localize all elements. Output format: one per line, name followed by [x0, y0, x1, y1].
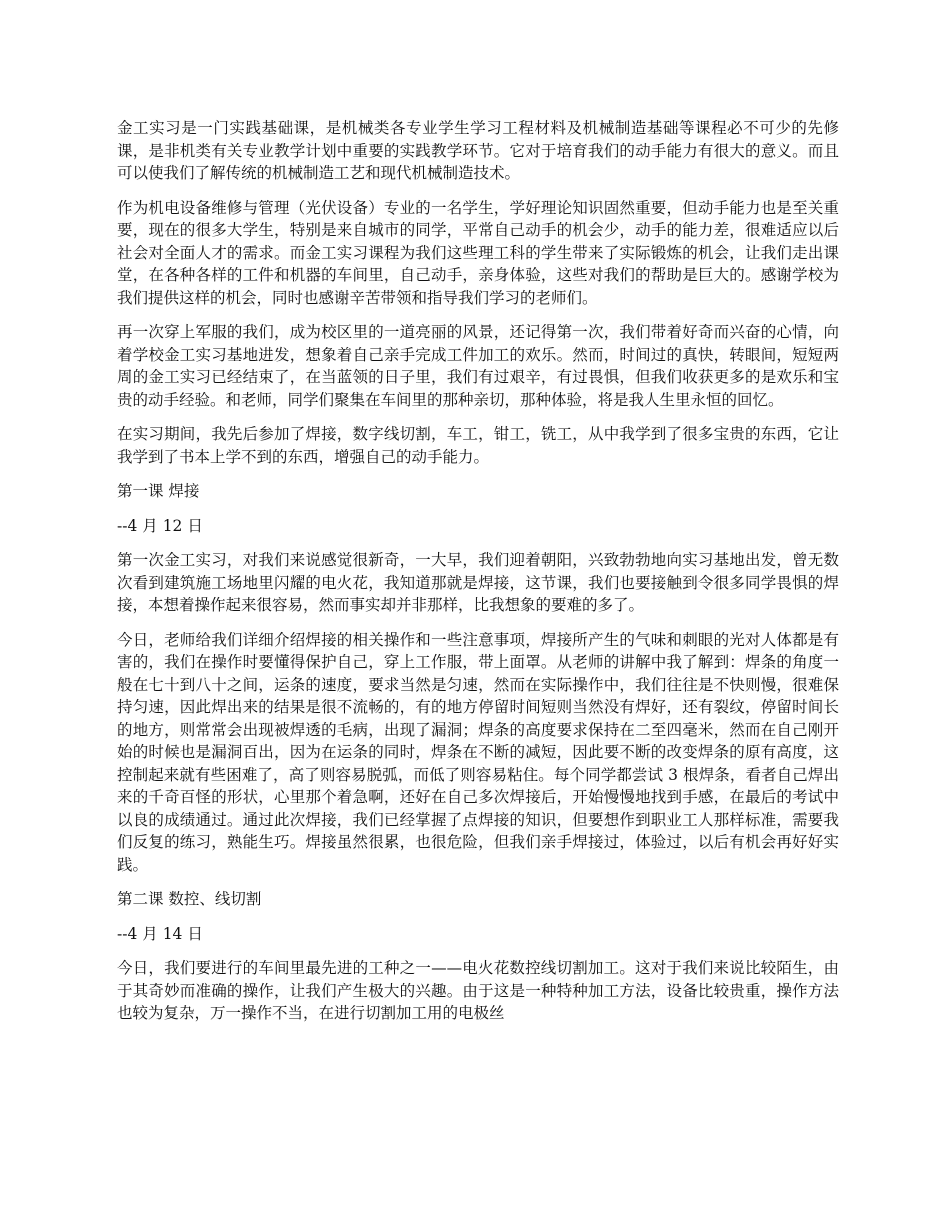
document-page: [117, 117, 839, 1037]
lesson-1-date: --4 月 12 日: [117, 516, 203, 535]
lesson-2-date: --4 月 14 日: [117, 924, 203, 943]
paragraph-welding-detail: 今日，老师给我们详细介绍焊接的相关操作和一些注意事项，焊接所产生的气味和刺眼的光对人体都是有害的，我们在操作时要懂得保护自己，穿上工作服，带上面罩。从老师的讲解中我了解到：焊条的角度一般在七十到八十之间，运条的速度，要求当然是匀速，然而在实际操作中，我们往往是不快则慢，很难保持匀速，因此焊出来的结果是很不流畅的，有的地方停留时间短则当然没有焊好，还有裂纹，停留时间长的地方，则常常会出现被焊透的毛病，出现了漏洞；焊条的高度要求保持在二至四毫米，然而在自己刚开始的时候也是漏洞百出，因为在运条的同时，焊条在不断的减短，因此要不断的改变焊条的原有高度，这控制起来就有些困难了，高了则容易脱弧，而低了则容易粘住。每个同学都尝试 3 根焊条，看者自己焊出来的千奇百怪的形状，心里那个着急啊，还好在自己多次焊接后，开始慢慢地找到手感，在最后的考试中以良的成绩通过。通过此次焊接，我们已经掌握了点焊接的知识，但要想作到职业工人那样标准，需要我们反复的练习，熟能生巧。焊接虽然很累，也很危险，但我们亲手焊接过，体验过，以后有机会再好好实践。: [117, 630, 839, 874]
lesson-2-title: 第二课 数控、线切割: [117, 890, 262, 908]
paragraph-wire-cutting: 今日，我们要进行的车间里最先进的工种之一——电火花数控线切割加工。这对于我们来说比较陌生，由于其奇妙而准确的操作，让我们产生极大的兴趣。由于这是一种特种加工方法，设备比较贵重，操作方法也较为复杂，万一操作不当，在进行切割加工用的电极丝: [117, 959, 839, 1022]
paragraph-major: 作为机电设备维修与管理（光伏设备）专业的一名学生，学好理论知识固然重要，但动手能力也是至关重要，现在的很多大学生，特别是来自城市的同学，平常自己动手的机会少，动手的能力差，很难适应以后社会对全面人才的需求。而金工实习课程为我们这些理工科的学生带来了实际锻炼的机会，让我们走出课堂，在各种各样的工件和机器的车间里，自己动手，亲身体验，这些对我们的帮助是巨大的。感谢学校为我们提供这样的机会，同时也感谢辛苦带领和指导我们学习的老师们。: [117, 198, 839, 307]
lesson-1-title: 第一课 焊接: [117, 482, 200, 500]
paragraph-intro: 金工实习是一门实践基础课，是机械类各专业学生学习工程材料及机械制造基础等课程必不可少的先修课，是非机类有关专业教学计划中重要的实践教学环节。它对于培育我们的动手能力有很大的意义。而且可以使我们了解传统的机械制造工艺和现代机械制造技术。: [117, 119, 839, 182]
paragraph-welding-intro: 第一次金工实习，对我们来说感觉很新奇，一大早，我们迎着朝阳，兴致勃勃地向实习基地出发，曾无数次看到建筑施工场地里闪耀的电火花，我知道那就是焊接，这节课，我们也要接触到令很多同学畏惧的焊接，本想着操作起来很容易，然而事实却并非那样，比我想象的要难的多了。: [117, 551, 839, 614]
paragraph-uniform: 再一次穿上军服的我们，成为校区里的一道亮丽的风景，还记得第一次，我们带着好奇而兴奋的心情，向着学校金工实习基地进发，想象着自己亲手完成工件加工的欢乐。然而，时间过的真快，转眼间，短短两周的金工实习已经结束了，在当蓝领的日子里，我们有过艰辛，有过畏惧，但我们收获更多的是欢乐和宝贵的动手经验。和老师，同学们聚集在车间里的那种亲切，那种体验，将是我人生里永恒的回忆。: [117, 323, 839, 409]
paragraph-internship-period: 在实习期间，我先后参加了焊接，数字线切割，车工，钳工，铣工，从中我学到了很多宝贵的东西，它让我学到了书本上学不到的东西，增强自己的动手能力。: [117, 425, 839, 466]
